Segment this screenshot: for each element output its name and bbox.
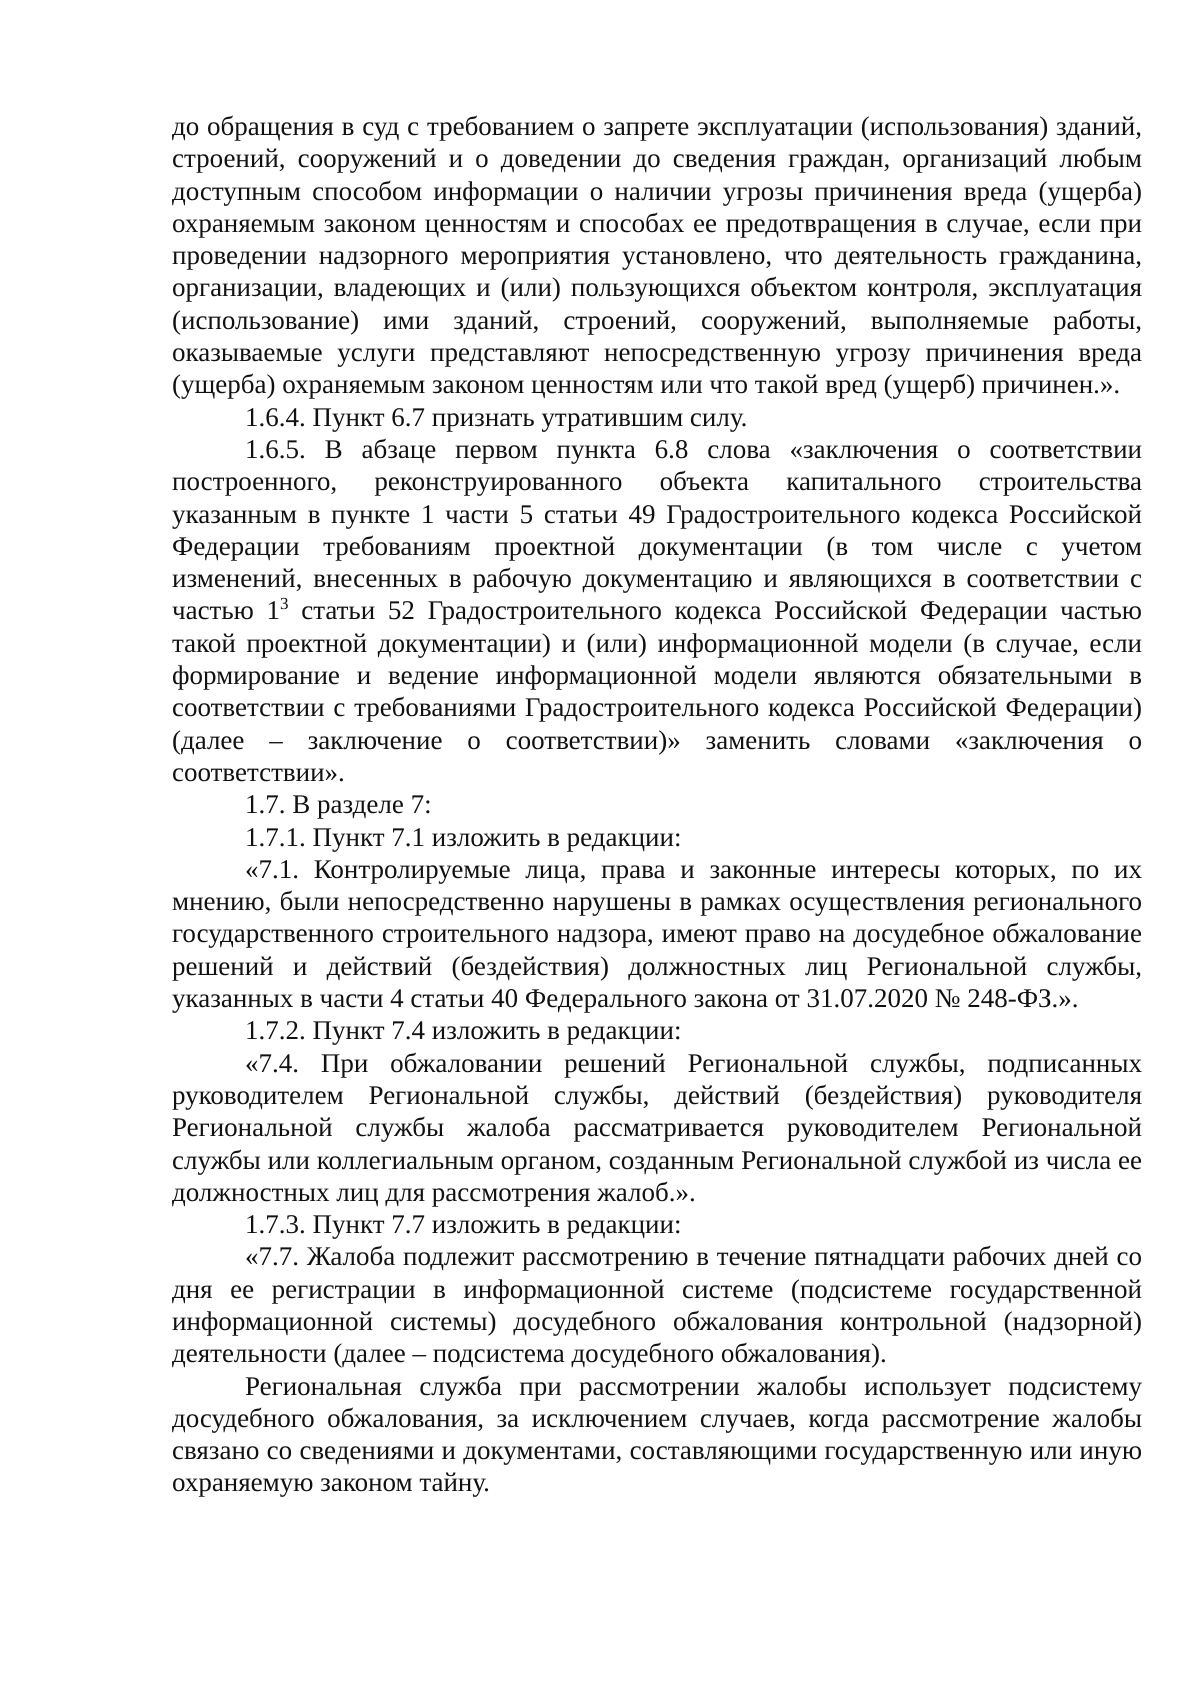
paragraph-1-6-5-text-before: 1.6.5. В абзаце первом пункта 6.8 слова «заключения о соответствии построенного, реконструированного объекта капитального строительства указанным в пункте 1 части 5 статьи 49 Градостроительного кодекса Российской Федерации требованиям проектной документации (в том числе с учетом изменений, внесенных в рабочую документацию и являющихся в соответствии с частью 1 (172, 433, 1142, 626)
paragraph-7-4-quote: «7.4. При обжаловании решений Региональной службы, подписанных руководителем Региональной службы, действий (бездействия) руководителя Региональной службы жалоба рассматривается руководителем Региональной службы или коллегиальным органом, созданным Региональной службой из числа ее должностных лиц для рассмотрения жалоб.». (172, 1047, 1142, 1207)
paragraph-1-6-5 (172, 433, 1142, 788)
paragraph-1-7: 1.7. В разделе 7: (245, 789, 432, 820)
paragraph-continuation: до обращения в суд с требованием о запрете эксплуатации (использования) зданий, строений, сооружений и о доведении до сведения граждан, организаций любым доступным способом информации о наличии угрозы причинения вреда (ущерба) охраняемым законом ценностям и способах ее предотвращения в случае, если при проведении надзорного мероприятия установлено, что деятельность гражданина, организации, владеющих и (или) пользующихся объектом контроля, эксплуатация (использование) ими зданий, строений, сооружений, выполняемые работы, оказываемые услуги представляют непосредственную угрозу причинения вреда (ущерба) охраняемым законом ценностям или что такой вред (ущерб) причинен.». (172, 111, 1142, 400)
superscript-3: 3 (280, 594, 289, 614)
paragraph-1-7-3: 1.7.3. Пункт 7.7 изложить в редакции: (245, 1209, 682, 1240)
paragraph-1-6-5-text-after: статьи 52 Градостроительного кодекса Российской Федерации частью такой проектной документации) и (или) информационной модели (в случае, если формирование и ведение информационной модели являются обязательными в соответствии с требованиями Градостроительного кодекса Российской Федерации) (далее – заключение о соответствии)» заменить словами «заключения о соответствии». (172, 595, 1142, 787)
paragraph-7-7-quote: «7.7. Жалоба подлежит рассмотрению в течение пятнадцати рабочих дней со дня ее регистрации в информационной системе (подсистеме государственной информационной системы) досудебного обжалования контрольной (надзорной) деятельности (далее – подсистема досудебного обжалования). (172, 1241, 1142, 1369)
paragraph-1-7-2: 1.7.2. Пункт 7.4 изложить в редакции: (245, 1015, 682, 1046)
paragraph-7-1-quote: «7.1. Контролируемые лица, права и законные интересы которых, по их мнению, были непосредственно нарушены в рамках осуществления регионального государственного строительного надзора, имеют право на досудебное обжалование решений и действий (бездействия) должностных лиц Региональной службы, указанных в части 4 статьи 40 Федерального закона от 31.07.2020 № 248-ФЗ.». (172, 853, 1142, 1014)
paragraph-1-7-1: 1.7.1. Пункт 7.1 изложить в редакции: (245, 821, 682, 852)
paragraph-1-6-4: 1.6.4. Пункт 6.7 признать утратившим силу. (245, 401, 748, 432)
paragraph-regional-service: Региональная служба при рассмотрении жалобы использует подсистему досудебного обжалования, за исключением случаев, когда рассмотрение жалобы связано со сведениями и документами, составляющими государственную или иную охраняемую законом тайну. (172, 1370, 1142, 1498)
document-body (172, 110, 1142, 1499)
